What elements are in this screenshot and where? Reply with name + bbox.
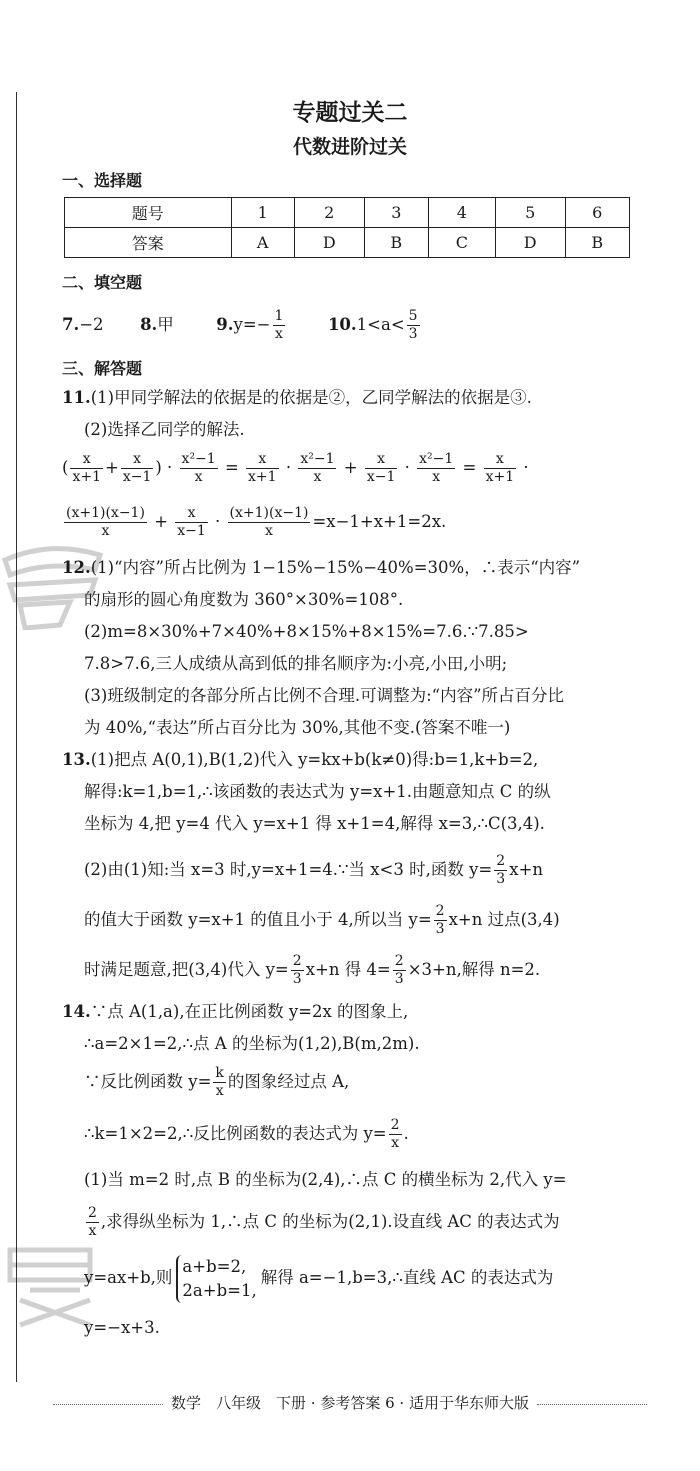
q13-line-3: 坐标为 4,把 y=4 代入 y=x+1 得 x+1=4,解得 x=3,∴C(3,4). <box>84 814 545 833</box>
q13-line-5: 的值大于函数 y=x+1 的值且小于 4,所以当 y= $\frac{2}{3}$ x+n 过点(3,4) <box>84 903 560 937</box>
section-solve-heading: 三、解答题 <box>62 359 143 378</box>
answer-table <box>64 197 630 258</box>
table-header-cell: 答案 <box>65 228 232 258</box>
q13-line-2: 解得:k=1,b=1,∴该函数的表达式为 y=x+1.由题意知点 C 的纵 <box>84 782 551 801</box>
table-cell: 1 <box>231 198 294 228</box>
q12-line-2: 的扇形的圆心角度数为 360°×30%=108°. <box>84 590 404 609</box>
footer-rule-left <box>53 1404 163 1405</box>
q14-line-1: 14.∵点 A(1,a),在正比例函数 y=2x 的图象上, <box>62 1002 409 1021</box>
table-row <box>65 228 630 258</box>
section-fill-heading: 二、填空题 <box>62 273 143 292</box>
page-title: 专题过关二 <box>292 100 408 126</box>
table-cell: D <box>294 228 364 258</box>
table-header-cell: 题号 <box>65 198 232 228</box>
fraction: $\frac{1}{x}$ <box>274 308 284 342</box>
q14-line-5: (1)当 m=2 时,点 B 的坐标为(2,4),∴点 C 的横坐标为 2,代入 y= <box>84 1170 567 1189</box>
equation-system: a+b=2, 2a+b=1, <box>176 1255 256 1303</box>
table-row <box>65 198 630 228</box>
q11-line-1: 11.(1)甲同学解法的依据是的依据是②，乙同学解法的依据是③. <box>62 388 532 407</box>
q12-line-4: 7.8>7.6,三人成绩从高到低的排名顺序为:小亮,小田,小明; <box>84 654 508 673</box>
footer-rule-right <box>537 1404 647 1405</box>
q13-line-4: (2)由(1)知:当 x=3 时,y=x+1=4.∵当 x<3 时,函数 y= $\frac{2}{3}$ x+n <box>84 853 543 887</box>
table-cell: 2 <box>294 198 364 228</box>
section-choice-heading: 一、选择题 <box>62 171 143 190</box>
table-cell: A <box>231 228 294 258</box>
answer-q8: 甲 <box>157 315 174 334</box>
table-cell: B <box>565 228 629 258</box>
answer-q10: 1<a< <box>356 315 405 334</box>
answer-q9: y=− <box>233 315 271 334</box>
table-cell: 3 <box>364 198 428 228</box>
q14-line-7: y=ax+b,则 a+b=2, 2a+b=1, 解得 a=−1,b=3,∴直线 AC 的表达式为 <box>84 1252 553 1304</box>
q12-line-5: (3)班级制定的各部分所占比例不合理.可调整为:“内容”所占百分比 <box>84 686 565 705</box>
q14-line-2: ∴a=2×1=2,∴点 A 的坐标为(1,2),B(m,2m). <box>84 1034 420 1053</box>
q13-line-1: 13.(1)把点 A(0,1),B(1,2)代入 y=kx+b(k≠0)得:b=1,k+b=2, <box>62 750 539 769</box>
answer-q7: −2 <box>79 315 104 334</box>
q11-formula-2: $\frac{(x+1)(x-1)}{x}$ + $\frac{x}{x-1}$ · $\frac{(x+1)(x-1)}{x}$ =x−1+x+1=2x. <box>66 505 447 539</box>
watermark-top <box>0 540 110 630</box>
q14-line-3: ∵反比例函数 y= $\frac{k}{x}$ 的图象经过点 A, <box>84 1065 350 1099</box>
q11-formula-1: ( $\frac{x}{x+1}$ + $\frac{x}{x-1}$ ) · $\frac{\text{x²−1}}{x}$ = $\frac{x}{x+1}$ · $\frac{\text{x²−1}}{x}$ + $\frac{x}{x-1}$ · $\frac{\text{x²−1}}{x}$ = $\frac{x}{x+1}$ · <box>62 451 529 485</box>
q13-line-6: 时满足题意,把(3,4)代入 y= $\frac{2}{3}$ x+n 得 4= $\frac{2}{3}$ ×3+n,解得 n=2. <box>84 953 541 987</box>
q12-line-1: 12.(1)“内容”所占比例为 1−15%−15%−40%=30%，∴表示“内容” <box>62 558 581 577</box>
binding-line <box>16 92 17 1382</box>
q14-line-6: $\frac{2}{x}$ ,求得纵坐标为 1,∴点 C 的坐标为(2,1).设直线 AC 的表达式为 <box>88 1205 560 1239</box>
fill-answers: 7.−2 8.甲 9.y=− $\frac{1}{x}$ 10.1<a< $\frac{5}{3}$ <box>62 308 418 342</box>
table-cell: 6 <box>565 198 629 228</box>
q11-line-2: (2)选择乙同学的解法. <box>84 420 245 439</box>
q12-line-6: 为 40%,“表达”所占百分比为 30%,其他不变.(答案不唯一) <box>84 718 511 737</box>
q12-line-3: (2)m=8×30%+7×40%+8×15%+8×15%=7.6.∵7.85> <box>84 622 529 641</box>
q14-line-4: ∴k=1×2=2,∴反比例函数的表达式为 y= $\frac{2}{x}$ . <box>84 1117 409 1151</box>
table-cell: C <box>428 228 495 258</box>
table-cell: 4 <box>428 198 495 228</box>
table-cell: 5 <box>495 198 565 228</box>
table-cell: D <box>495 228 565 258</box>
page-subtitle: 代数进阶过关 <box>292 136 407 158</box>
page-footer: 数学 八年级 下册 · 参考答案 6 · 适用于华东师大版 <box>0 1392 700 1413</box>
table-cell: B <box>364 228 428 258</box>
q14-line-8: y=−x+3. <box>84 1318 160 1337</box>
fraction: $\frac{5}{3}$ <box>408 308 418 342</box>
